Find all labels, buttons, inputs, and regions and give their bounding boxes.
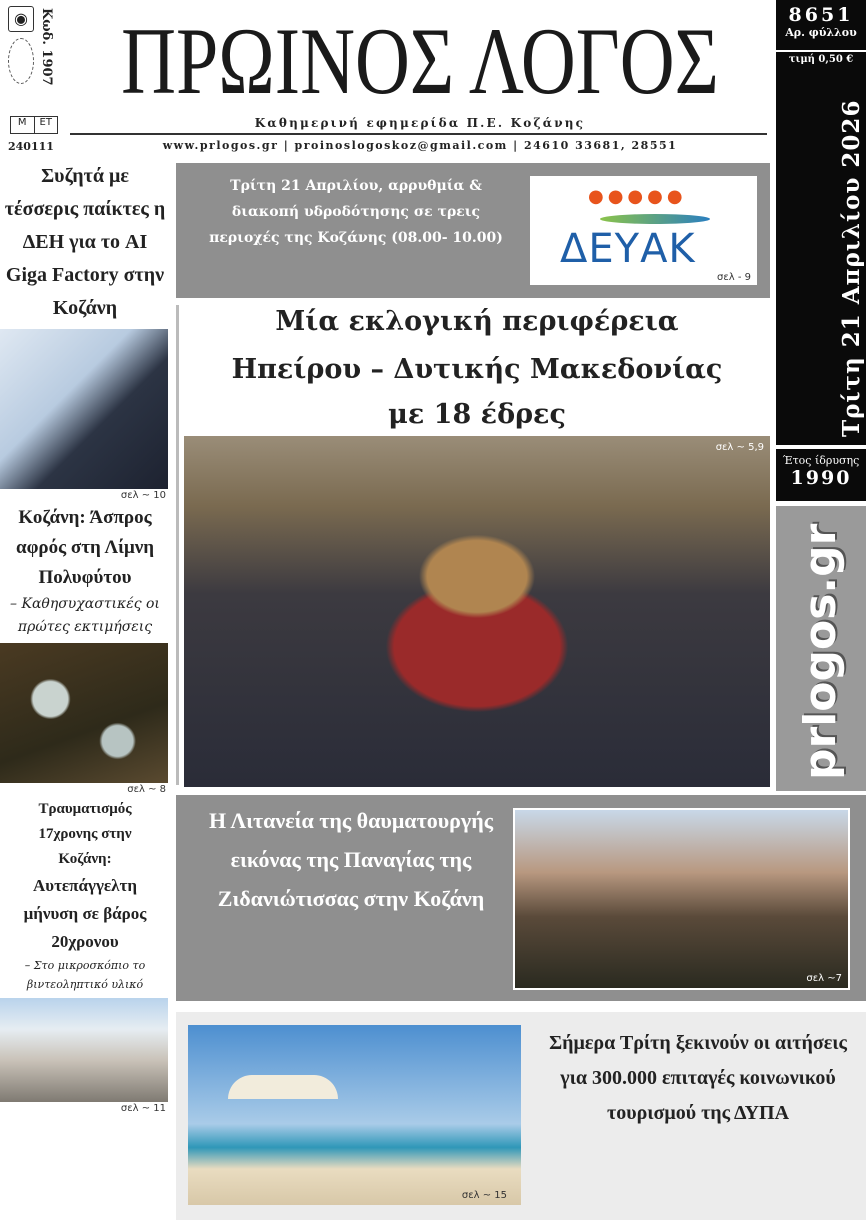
logo-dots-icon: ●●●●● [588,186,687,207]
tourism-box[interactable] [176,1012,866,1220]
page-ref: σελ ~ 8 [127,784,166,795]
hospital-photo [0,998,168,1102]
deyak-logo [530,176,757,285]
met-right: ΕΤ [39,117,52,128]
issue-box [776,0,866,50]
page-ref: σελ ~ 11 [120,1103,166,1114]
met-number: 240111 [8,140,54,153]
founded-box [776,449,866,501]
parliament-photo [184,436,770,787]
eye-seal-icon: ◉ [8,6,34,32]
website-text[interactable]: prlogos.gr [795,523,846,780]
story-lake-headline[interactable]: Κοζάνη: Άσπρος αφρός στη Λίμνη Πολυφύτου [15,507,155,588]
masthead-rule [70,133,767,135]
code-label: Κωδ. 1907 [39,8,54,86]
litany-box[interactable] [176,795,866,1001]
logo-wave-icon [600,214,710,224]
story-injury-headline[interactable]: Τραυματισμός 17χρονης στην Κοζάνη: [38,801,132,867]
litany-photo [513,808,850,990]
price: τιμή 0,50 € [788,54,854,65]
main-headline-2[interactable]: Ηπείρου – Δυτικής Μακεδονίας [231,354,723,385]
story-injury-headline-2[interactable]: Αυτεπάγγελτη μήνυση σε βάρος 20χρονου [23,876,147,951]
main-headline-divider [176,305,179,785]
page-ref: σελ ~ 5,9 [715,442,764,453]
page-ref: σελ ~7 [806,973,842,984]
main-headline-3[interactable]: με 18 έδρες [388,399,566,430]
page-ref: σελ - 9 [717,272,751,283]
met-left: Μ [11,117,35,133]
price-date-box [776,52,866,445]
beach-photo [188,1025,521,1205]
litany-text: Η Λιτανεία της θαυματουργής εικόνας της Παναγίας της Ζιδανιώτισσας στην Κοζάνη [209,808,493,911]
water-notice-box[interactable] [176,163,770,298]
stamp-logos [8,6,38,106]
story-injury-subtitle: – Στο μικροσκόπιο το βιντεοληπτικό υλικό [24,959,146,991]
page-ref: σελ ~ 10 [120,490,166,501]
issue-date: Τρίτη 21 Απριλίου 2026 [838,99,865,437]
water-notice-text: Τρίτη 21 Απριλίου, αρρυθμία & διακοπή υδροδότησης σε τρεις περιοχές της Κοζάνης (08.00- 10.00) [209,178,503,246]
story-dei-headline[interactable]: Συζητά με τέσσερις παίκτες η ΔΕΗ για το AI Giga Factory στην Κοζάνη [4,165,166,319]
issue-label: Αρ. φύλλου [785,26,857,39]
contact-line[interactable]: www.prlogos.gr | proinoslogoskoz@gmail.com | 24610 33681, 28551 [162,139,678,152]
newspaper-title: ΠΡΩΙΝΟΣ ΛΟΓΟΣ [121,9,719,114]
founded-label: Έτος ίδρυσης [782,454,860,467]
story-lake-subtitle: – Καθησυχαστικές οι πρώτες εκτιμήσεις [10,596,160,635]
tourism-text: Σήμερα Τρίτη ξεκινούν οι αιτήσεις για 300.000 επιταγές κοινωνικού τουρισμού της ΔΥΠΑ [549,1032,847,1124]
umbrella-icon [228,1075,338,1099]
lake-photo [0,643,168,783]
page-ref: σελ ~ 15 [461,1190,507,1201]
left-column [0,160,170,1116]
website-banner[interactable] [776,506,866,791]
postal-stamp-icon [8,38,34,84]
met-badge [10,116,58,134]
main-headline-1[interactable]: Μία εκλογική περιφέρεια [275,306,679,337]
issue-number: 8651 [788,4,854,26]
logo-text: ΔΕΥΑΚ [560,226,696,272]
dei-photo [0,329,168,489]
founded-year: 1990 [790,467,852,489]
newspaper-subtitle: Καθημερινή εφημερίδα Π.Ε. Κοζάνης [254,116,586,130]
